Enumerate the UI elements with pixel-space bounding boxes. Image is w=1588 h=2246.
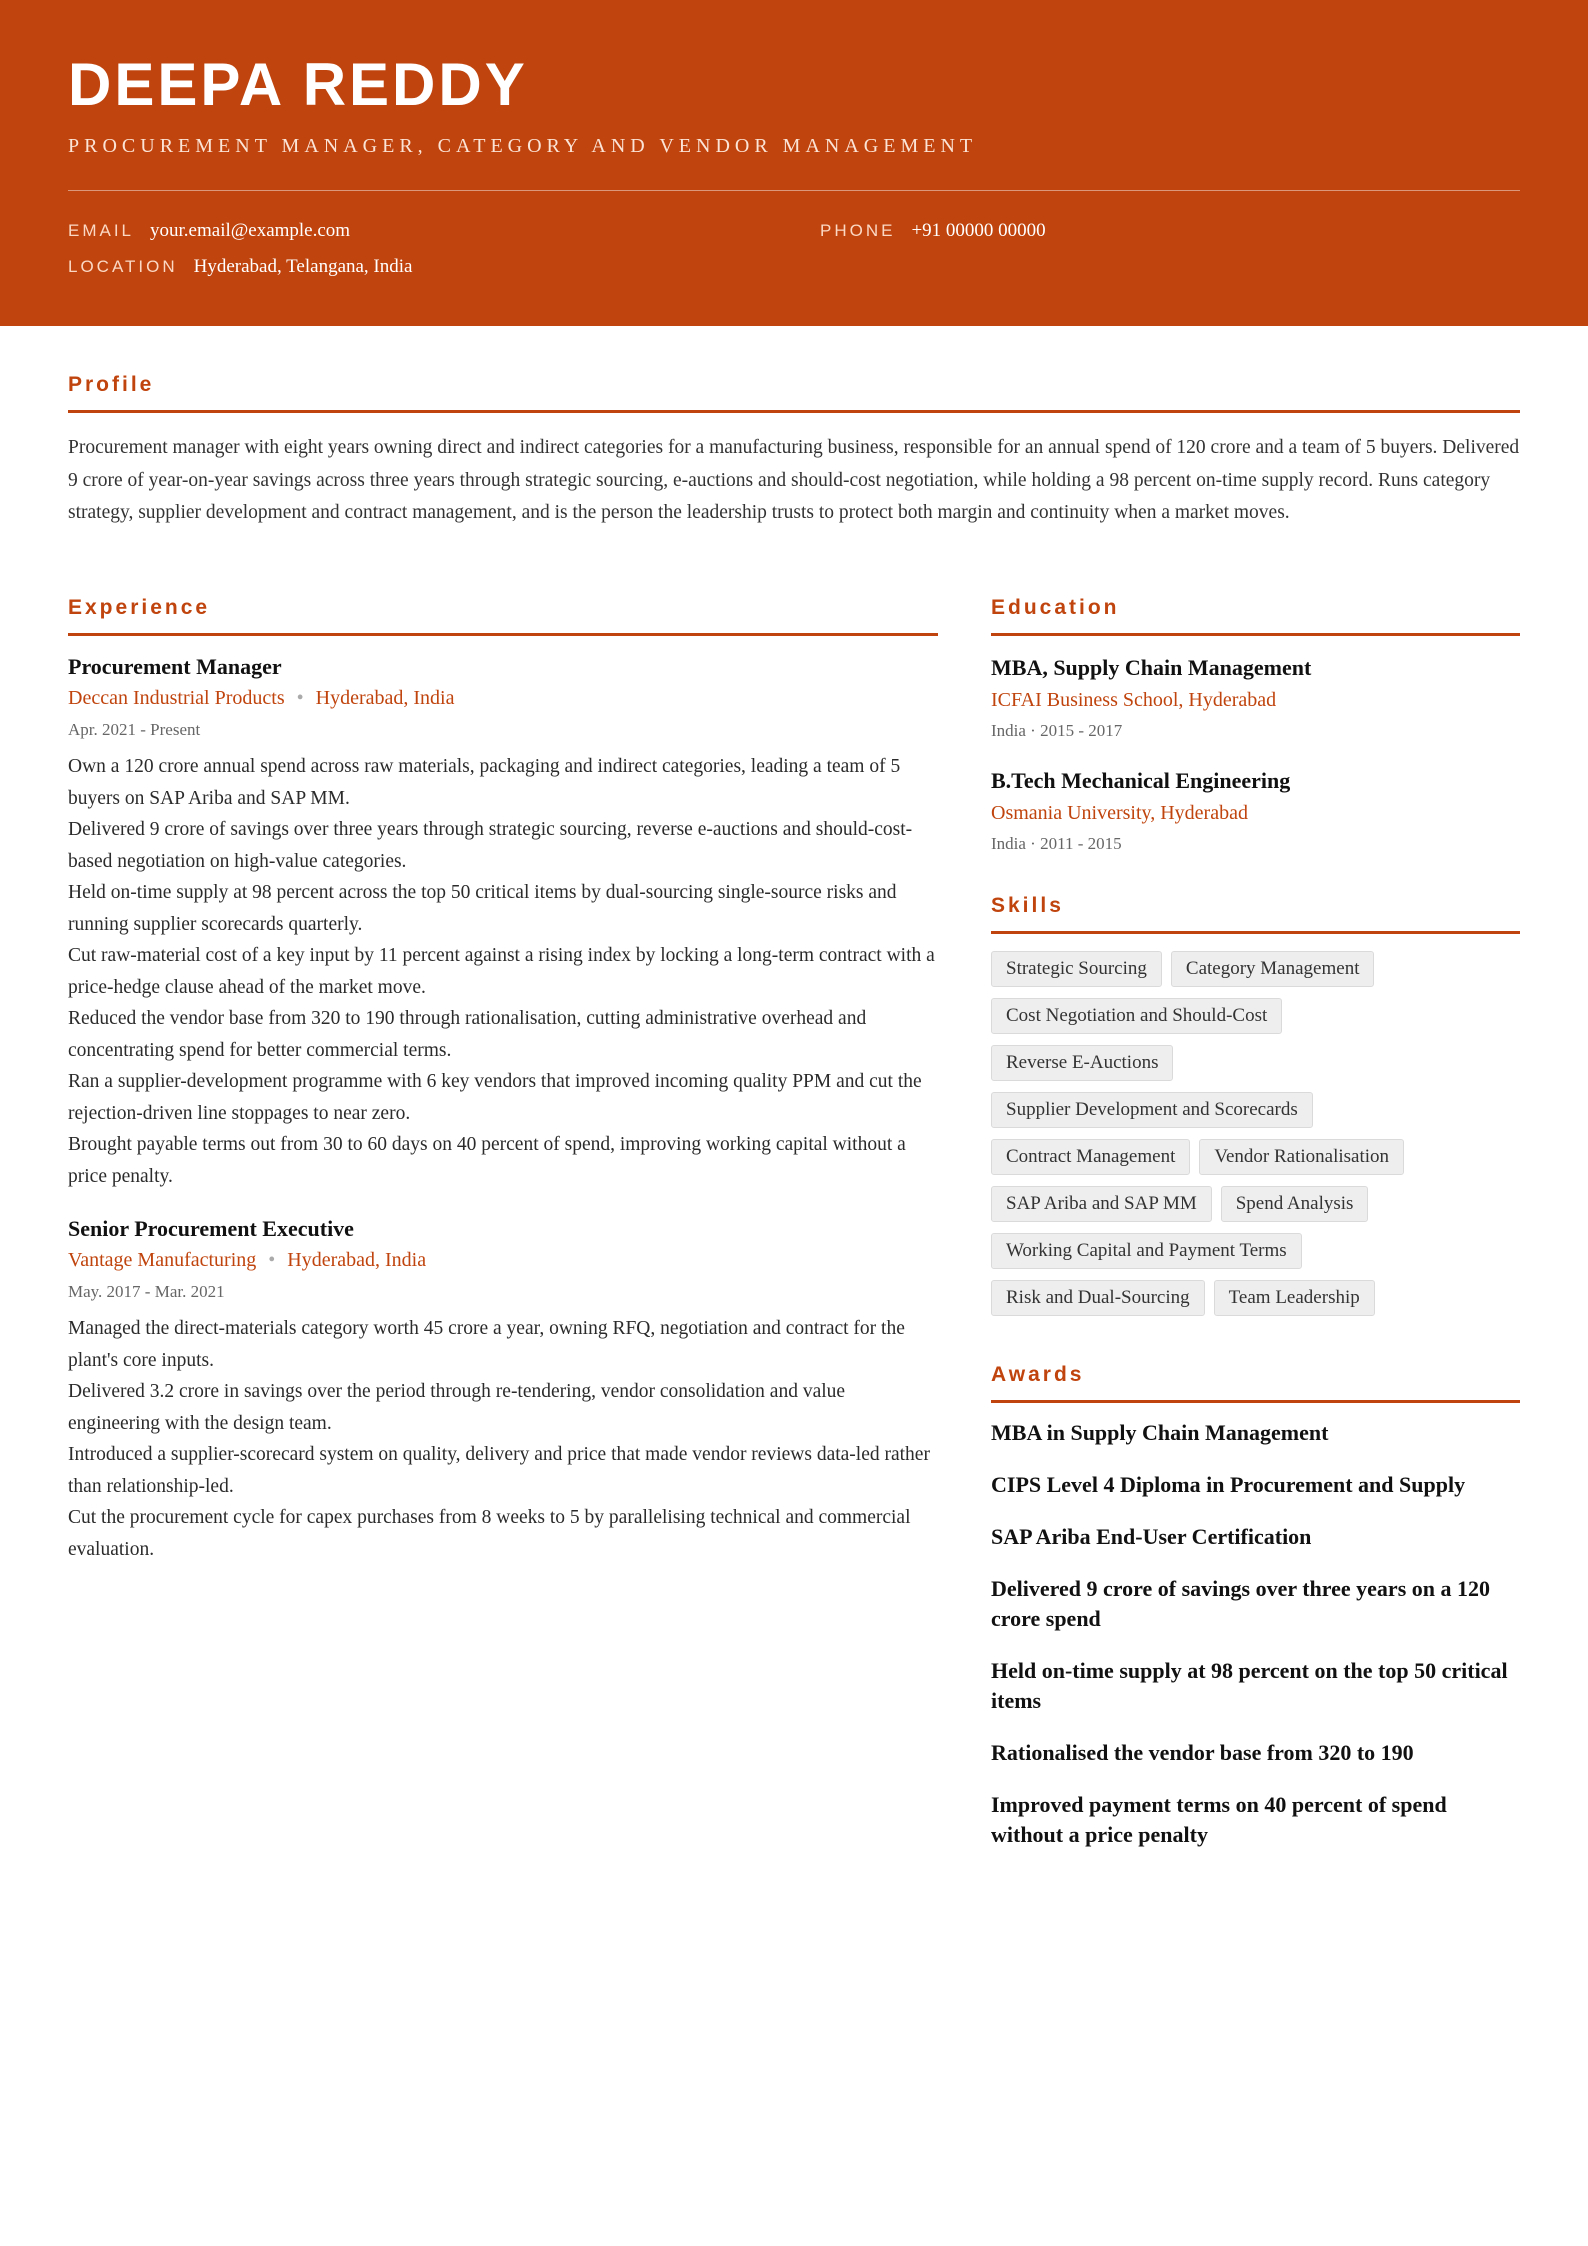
- skill-row: [991, 1139, 1531, 1175]
- skill-row: [991, 1186, 1531, 1222]
- email-label: EMAIL: [68, 221, 135, 240]
- skill-chip: Cost Negotiation and Should-Cost: [991, 998, 1282, 1034]
- job-meta: [68, 1244, 938, 1277]
- contact-phone: [820, 218, 1046, 244]
- skill-row: [991, 951, 1531, 987]
- education-heading: Education: [991, 596, 1120, 619]
- skill-chip: Vendor Rationalisation: [1199, 1139, 1404, 1175]
- job-bullet: Cut raw-material cost of a key input by 11 percent against a rising index by locking a long-term contract with a price-hedge clause ahead of the market move.: [68, 945, 935, 998]
- job-bullet: Ran a supplier-development programme with 6 key vendors that improved incoming quality PPM and cut the rejection-driven line stoppages to near zero.: [68, 1071, 922, 1124]
- education-meta: India · 2011 - 2015: [991, 834, 1122, 853]
- awards-heading: Awards: [991, 1363, 1085, 1386]
- header-divider: [68, 190, 1520, 191]
- education-school: ICFAI Business School, Hyderabad: [991, 689, 1277, 711]
- skill-chip: Category Management: [1171, 951, 1375, 987]
- job-title: Senior Procurement Executive: [68, 1216, 354, 1241]
- experience-rule: [68, 633, 938, 636]
- candidate-title: PROCUREMENT MANAGER, CATEGORY AND VENDOR MANAGEMENT: [68, 135, 978, 157]
- education-school: Osmania University, Hyderabad: [991, 802, 1248, 824]
- skill-row: [991, 1092, 1531, 1128]
- skill-chip: Risk and Dual-Sourcing: [991, 1280, 1205, 1316]
- job-bullet: Delivered 9 crore of savings over three years through strategic sourcing, reverse e-auctions and should-cost-based negotiation on high-value categories.: [68, 819, 913, 872]
- skill-row: [991, 1045, 1531, 1081]
- education-rule: [991, 633, 1520, 636]
- profile-heading: Profile: [68, 373, 155, 396]
- experience-heading: Experience: [68, 596, 211, 619]
- location-label: LOCATION: [68, 257, 178, 276]
- award-item: Delivered 9 crore of savings over three years on a 120 crore spend: [991, 1576, 1490, 1631]
- skill-row: [991, 998, 1531, 1034]
- job-location: Hyderabad, India: [315, 687, 455, 709]
- job-bullet: Delivered 3.2 crore in savings over the period through re-tendering, vendor consolidation and value engineering with the design team.: [68, 1381, 846, 1434]
- job-location: Hyderabad, India: [287, 1249, 427, 1271]
- awards-list: [991, 1418, 1520, 1872]
- candidate-name: DEEPA REDDY: [68, 51, 528, 118]
- job-company: Vantage Manufacturing: [68, 1249, 257, 1271]
- profile-text: Procurement manager with eight years owning direct and indirect categories for a manufacturing business, responsible for an annual spend of 120 crore and a team of 5 buyers. Delivered 9 crore of year-on-year savings across three years through strategic sourcing, e-auctions and should-cost negotiation, while holding a 98 percent on-time supply record. Runs category strategy, supplier development and contract management, and is the person the leadership trusts to protect both margin and continuity when a market moves.: [68, 437, 1520, 523]
- skill-chip: Strategic Sourcing: [991, 951, 1162, 987]
- skill-chip: Contract Management: [991, 1139, 1190, 1175]
- job-bullet: Brought payable terms out from 30 to 60 days on 40 percent of spend, improving working capital without a price penalty.: [68, 1134, 906, 1187]
- phone-value[interactable]: +91 00000 00000: [911, 220, 1046, 241]
- job-title: Procurement Manager: [68, 654, 282, 679]
- job-entry: [68, 652, 938, 1192]
- skill-row: [991, 1280, 1531, 1316]
- skill-chip: SAP Ariba and SAP MM: [991, 1186, 1212, 1222]
- awards-rule: [991, 1400, 1520, 1403]
- email-value[interactable]: your.email@example.com: [150, 220, 351, 241]
- skill-chip: Supplier Development and Scorecards: [991, 1092, 1313, 1128]
- skills-list: [991, 951, 1531, 1327]
- skills-heading: Skills: [991, 894, 1064, 917]
- award-item: CIPS Level 4 Diploma in Procurement and Supply: [991, 1472, 1466, 1497]
- skill-chip: Team Leadership: [1214, 1280, 1375, 1316]
- contact-location: [68, 254, 412, 280]
- skill-chip: Spend Analysis: [1221, 1186, 1369, 1222]
- resume-header: [0, 0, 1588, 326]
- profile-rule: [68, 410, 1520, 413]
- job-bullet: Introduced a supplier-scorecard system on quality, delivery and price that made vendor reviews data-led rather than relationship-led.: [68, 1444, 930, 1497]
- phone-label: PHONE: [820, 221, 896, 240]
- job-bullet: Held on-time supply at 98 percent across the top 50 critical items by dual-sourcing single-source risks and running supplier scorecards quarterly.: [68, 882, 897, 935]
- contact-email: [68, 218, 350, 244]
- job-bullet: Cut the procurement cycle for capex purchases from 8 weeks to 5 by parallelising technical and commercial evaluation.: [68, 1507, 911, 1560]
- job-meta: [68, 682, 938, 715]
- job-bullet: Reduced the vendor base from 320 to 190 through rationalisation, cutting administrative overhead and concentrating spend for better commercial terms.: [68, 1008, 867, 1061]
- education-degree: B.Tech Mechanical Engineering: [991, 768, 1291, 793]
- separator-dot: •: [268, 1249, 276, 1271]
- education-degree: MBA, Supply Chain Management: [991, 655, 1312, 680]
- job-dates: Apr. 2021 - Present: [68, 720, 201, 739]
- skill-row: [991, 1233, 1531, 1269]
- job-company: Deccan Industrial Products: [68, 687, 285, 709]
- education-meta: India · 2015 - 2017: [991, 721, 1123, 740]
- separator-dot: •: [296, 687, 304, 709]
- education-entry: [991, 652, 1520, 746]
- skill-chip: Working Capital and Payment Terms: [991, 1233, 1302, 1269]
- award-item: SAP Ariba End-User Certification: [991, 1524, 1312, 1549]
- award-item: MBA in Supply Chain Management: [991, 1420, 1329, 1445]
- skill-chip: Reverse E-Auctions: [991, 1045, 1173, 1081]
- award-item: Held on-time supply at 98 percent on the top 50 critical items: [991, 1658, 1508, 1713]
- job-bullet: Own a 120 crore annual spend across raw materials, packaging and indirect categories, leading a team of 5 buyers on SAP Ariba and SAP MM.: [68, 756, 901, 809]
- job-entry: [68, 1214, 938, 1565]
- education-entry: [991, 765, 1520, 859]
- award-item: Rationalised the vendor base from 320 to 190: [991, 1740, 1414, 1765]
- award-item: Improved payment terms on 40 percent of spend without a price penalty: [991, 1792, 1447, 1847]
- job-bullet: Managed the direct-materials category worth 45 crore a year, owning RFQ, negotiation and contract for the plant's core inputs.: [68, 1318, 905, 1371]
- location-value: Hyderabad, Telangana, India: [193, 256, 413, 277]
- job-dates: May. 2017 - Mar. 2021: [68, 1282, 225, 1301]
- skills-rule: [991, 931, 1520, 934]
